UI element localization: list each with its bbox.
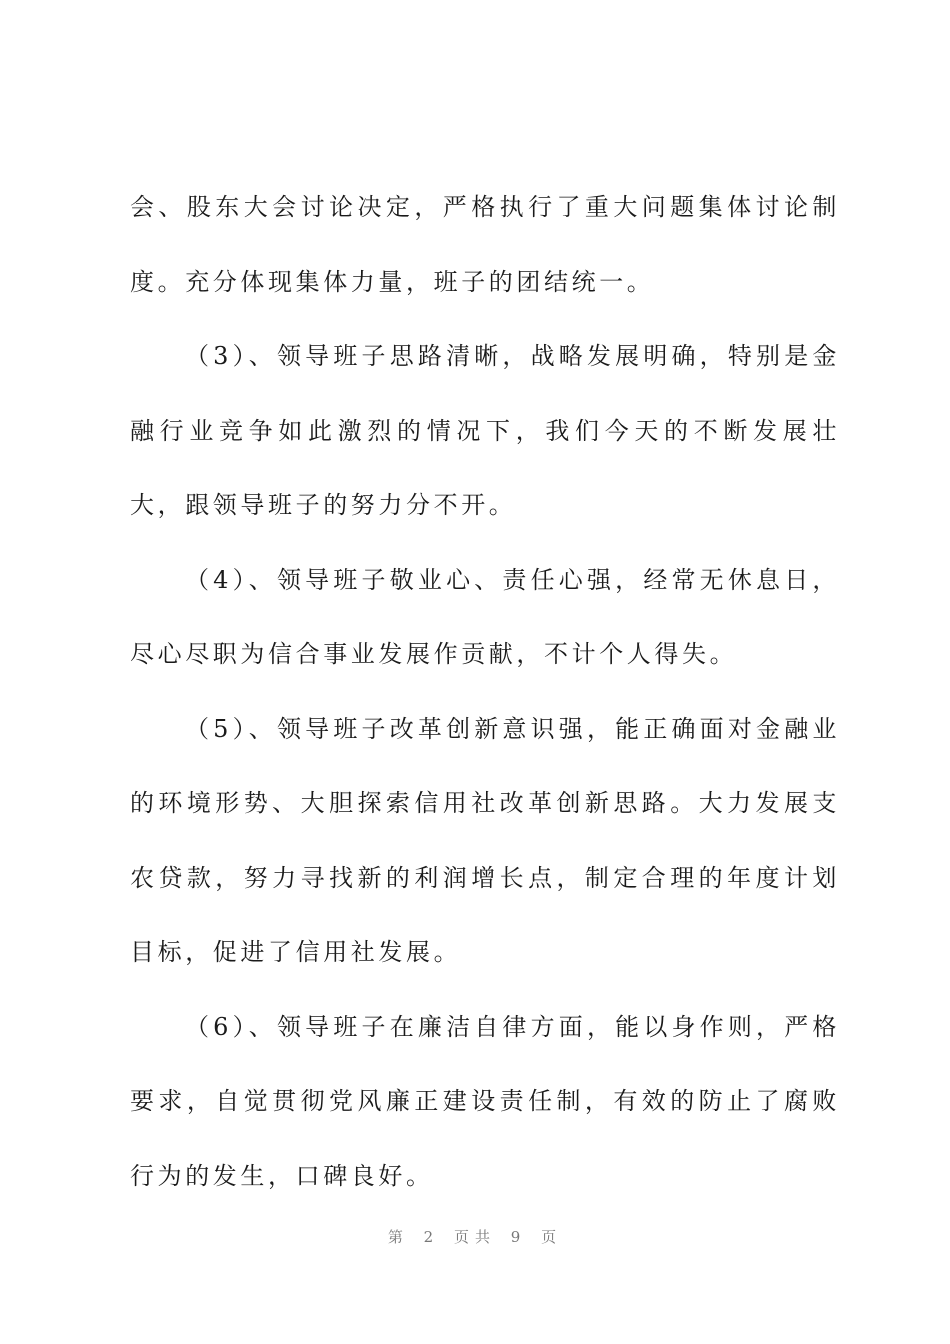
paragraph-item-3: （3）、领导班子思路清晰，战略发展明确，特别是金融行业竞争如此激烈的情况下，我们今天的不断发展壮大，跟领导班子的努力分不开。 xyxy=(130,342,840,519)
paragraph-item-4: （4）、领导班子敬业心、责任心强，经常无休息日，尽心尽职为信合事业发展作贡献，不计个人得失。 xyxy=(130,565,840,668)
paragraph-item-5: （5）、领导班子改革创新意识强，能正确面对金融业的环境形势、大胆探索信用社改革创新思路。大力发展支农贷款，努力寻找新的利润增长点，制定合理的年度计划目标，促进了信用社发展。 xyxy=(130,714,840,966)
paragraph-item-6: （6）、领导班子在廉洁自律方面，能以身作则，严格要求，自觉贯彻党风廉正建设责任制，有效的防止了腐败行为的发生，口碑良好。 xyxy=(130,1012,840,1190)
paragraph-continuation: 会、股东大会讨论决定，严格执行了重大问题集体讨论制度。充分体现集体力量，班子的团结统一。 xyxy=(130,193,840,296)
document-body xyxy=(130,170,840,1213)
page-number-footer: 第 2 页共 9 页 xyxy=(387,1228,563,1246)
